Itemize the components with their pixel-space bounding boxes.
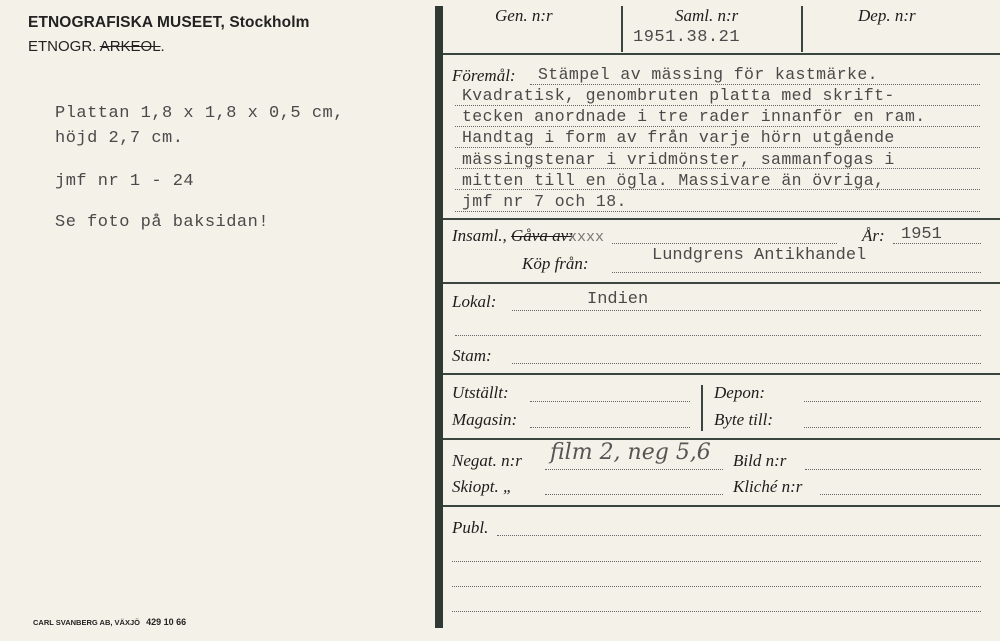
rule-storage [443,438,1000,440]
gava-label: Gåva av: [511,226,574,245]
dep-label: Dep. n:r [858,6,916,25]
dots-publ-2 [452,561,981,562]
dept-prefix: ETNOGR. [28,38,97,55]
rule-negat [443,505,1000,507]
publ-label: Publ. [452,518,489,537]
print-code: 429 10 66 [146,617,187,627]
header-sep-2 [801,6,803,52]
card-divider [435,6,443,628]
saml-label: Saml. n:r [675,6,739,25]
kop-value: Lundgrens Antikhandel [652,246,867,265]
dots-gava [612,243,837,244]
dots-magasin [530,427,690,428]
desc-line-6: mitten till en ögla. Massivare än övriga, [462,171,885,190]
ar-label: År: [862,226,885,245]
dots-depon [804,401,981,402]
kop-label: Köp från: [522,254,589,273]
dots-kop [612,272,981,273]
gen-label: Gen. n:r [495,6,553,25]
desc-line-5: mässingstenar i vridmönster, sammanfogas i [462,150,895,169]
dots-byte [804,427,981,428]
note-compare: jmf nr 1 - 24 [55,172,195,191]
depon-label: Depon: [714,383,765,402]
dept-suffix: . [160,38,165,55]
byte-label: Byte till: [714,410,774,429]
desc-line-3: tecken anordnade i tre rader innanför en ram. [462,107,926,126]
note-photo: Se foto på baksidan! [55,213,270,232]
lokal-value: Indien [587,290,649,309]
rule-foremal [443,218,1000,220]
note-size: Plattan 1,8 x 1,8 x 0,5 cm, [55,104,344,123]
desc-line-1: Stämpel av mässing för kastmärke. [538,65,878,84]
dots-stam [512,363,981,364]
printer-imprint [33,617,186,627]
museum-header [28,14,309,32]
insaml-text: Insaml., [452,226,507,245]
insaml-label [452,226,574,246]
dots-lokal-2 [455,335,981,336]
note-height: höjd 2,7 cm. [55,129,184,148]
desc-line-7: jmf nr 7 och 18. [462,192,627,211]
ar-value: 1951 [901,225,942,244]
desc-line-2: Kvadratisk, genombruten platta med skrift- [462,86,895,105]
foremal-label: Föremål: [452,66,516,85]
skiopt-label: Skiopt. „ [452,477,513,496]
utstallt-label: Utställt: [452,383,509,402]
dots-publ-3 [452,586,981,587]
dots-publ-1 [497,535,981,536]
dots-publ-4 [452,611,981,612]
magasin-label: Magasin: [452,410,518,429]
dots-kliche [820,494,981,495]
rule-header [443,53,1000,55]
dots-negat [545,469,723,470]
department-line [28,38,165,55]
negat-label: Negat. n:r [452,451,522,470]
printer-name: CARL SVANBERG AB, VÄXJÖ [33,618,140,627]
dots-bild [805,469,981,470]
struck-marks: xxxx [568,229,605,246]
stam-label: Stam: [452,346,492,365]
museum-name: ETNOGRAFISKA MUSEET, [28,14,225,31]
lokal-label: Lokal: [452,292,497,311]
header-sep-1 [621,6,623,52]
dots-lokal-1 [512,310,981,311]
saml-value: 1951.38.21 [633,28,741,47]
dots-skiopt [545,494,723,495]
dept-struck: ARKEOL [99,38,161,55]
storage-sep [701,385,703,431]
rule-insaml [443,282,1000,284]
dots-utstallt [530,401,690,402]
museum-city: Stockholm [229,14,310,31]
negat-handwritten: film 2, neg 5,6 [550,440,711,465]
rule-stam [443,373,1000,375]
desc-line-4: Handtag i form av från varje hörn utgående [462,128,895,147]
kliche-label: Kliché n:r [733,477,803,496]
bild-label: Bild n:r [733,451,787,470]
